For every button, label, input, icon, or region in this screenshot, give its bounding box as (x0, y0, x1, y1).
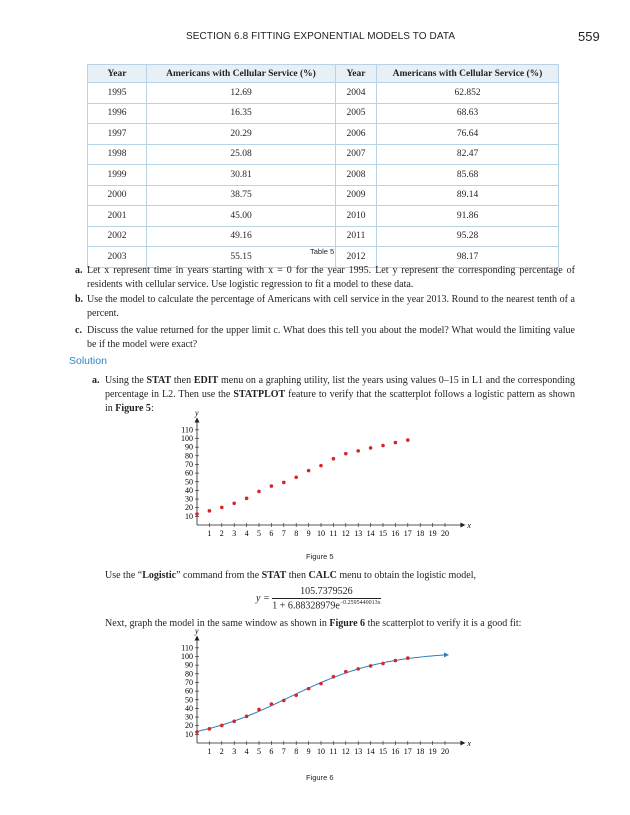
table-cell: 2011 (336, 226, 377, 247)
x-tick-label: 19 (428, 529, 437, 538)
x-tick-label: 2 (219, 747, 224, 756)
col-header: Year (336, 65, 377, 83)
x-tick-label: 7 (281, 529, 286, 538)
data-point (232, 720, 236, 724)
x-tick-label: 9 (306, 529, 311, 538)
table-cell: 38.75 (147, 185, 336, 206)
data-point (257, 708, 261, 712)
data-point (257, 490, 261, 494)
y-tick-label: 70 (185, 677, 193, 687)
data-point (195, 730, 199, 734)
x-tick-label: 5 (257, 529, 261, 538)
next-paragraph: Next, graph the model in the same window as shown in Figure 6 the scatterplot to verify it is a good fit: (105, 618, 522, 629)
y-tick-label: 60 (185, 686, 193, 696)
x-tick-label: 6 (269, 529, 274, 538)
figure-6-caption: Figure 6 (306, 773, 334, 782)
col-header: Americans with Cellular Service (%) (377, 65, 559, 83)
data-point (245, 715, 249, 719)
x-tick-label: 6 (269, 747, 274, 756)
table-row (88, 226, 559, 247)
data-point (245, 497, 249, 501)
x-tick-label: 7 (281, 747, 286, 756)
formula-lhs: y = (256, 592, 270, 604)
question-c: c. Discuss the value returned for the upper limit c. What does this tell you about the model? What would the limiting value be if the model were exact? (75, 325, 575, 350)
table-row (88, 206, 559, 227)
solution-heading: Solution (69, 355, 107, 367)
y-tick-label: 100 (181, 434, 193, 443)
x-tick-label: 1 (207, 529, 212, 538)
x-tick-label: 13 (354, 747, 363, 756)
data-point (208, 727, 212, 731)
y-tick-label: 70 (185, 459, 193, 469)
x-tick-label: 3 (232, 529, 237, 538)
data-point (270, 484, 274, 488)
table-cell: 62.852 (377, 83, 559, 104)
section-title: FITTING EXPONENTIAL MODELS TO DATA (251, 31, 456, 42)
x-tick-label: 12 (341, 529, 350, 538)
y-tick-label: 110 (181, 643, 193, 653)
table-cell: 91.86 (377, 206, 559, 227)
logistic-paragraph: Use the “Logistic” command from the STAT then CALC menu to obtain the logistic model, (105, 570, 476, 581)
y-tick-label: 30 (185, 494, 193, 504)
table-cell: 82.47 (377, 144, 559, 165)
formula-fraction (272, 586, 380, 611)
data-point (270, 702, 274, 706)
data-point (282, 699, 286, 703)
x-axis-arrow (460, 523, 465, 528)
table-cell: 2005 (336, 103, 377, 124)
data-point (220, 724, 224, 728)
question-b: b. Use the model to calculate the percentage of Americans with cell service in the year 2013. Round to the nearest tenth of a percent. (75, 294, 575, 319)
x-tick-label: 19 (428, 747, 437, 756)
table-cell: 45.00 (147, 206, 336, 227)
curve-arrow (444, 652, 449, 657)
data-point (381, 444, 385, 448)
table-cell: 2003 (88, 247, 147, 268)
data-point (232, 502, 236, 506)
y-tick-label: 100 (181, 652, 193, 661)
data-point (381, 662, 385, 666)
table-cell: 2000 (88, 185, 147, 206)
data-point (307, 469, 311, 473)
y-tick-label: 10 (185, 511, 193, 521)
data-point (195, 512, 199, 516)
table-header-row (88, 65, 559, 83)
x-axis-label: x (467, 739, 471, 748)
x-tick-label: 17 (403, 529, 412, 538)
x-tick-label: 14 (366, 747, 375, 756)
figure-6-scatterplot (170, 626, 471, 786)
table-cell: 16.35 (147, 103, 336, 124)
x-tick-label: 1 (207, 747, 212, 756)
y-tick-label: 40 (185, 703, 193, 713)
table-cell: 1998 (88, 144, 147, 165)
table-cell: 2012 (336, 247, 377, 268)
data-point (369, 664, 373, 668)
data-point (369, 446, 373, 450)
data-point (406, 438, 410, 442)
y-tick-label: 80 (185, 669, 193, 679)
table-cell: 2009 (336, 185, 377, 206)
data-point (282, 481, 286, 485)
table-cell: 20.29 (147, 124, 336, 145)
running-header (186, 31, 455, 42)
x-tick-label: 18 (416, 747, 425, 756)
table-cell: 25.08 (147, 144, 336, 165)
x-tick-label: 4 (244, 529, 249, 538)
x-tick-label: 17 (403, 747, 412, 756)
table-row (88, 124, 559, 145)
x-tick-label: 14 (366, 529, 375, 538)
y-tick-label: 80 (185, 451, 193, 461)
logistic-formula (256, 586, 381, 611)
solution-a-text: a. Using the STAT then EDIT menu on a graphing utility, list the years using values 0–15 in L1 and the corresponding percentage in L2. Then use the STATPLOT feature to verify that the scatterplot follows a logistic pattern as shown in Figure 5: (92, 375, 576, 414)
table-cell: 12.69 (147, 83, 336, 104)
table-cell: 2004 (336, 83, 377, 104)
y-tick-label: 90 (185, 442, 193, 452)
x-tick-label: 15 (379, 747, 387, 756)
x-tick-label: 18 (416, 529, 425, 538)
table-cell: 1999 (88, 165, 147, 186)
x-tick-label: 3 (232, 747, 237, 756)
y-axis-arrow (195, 636, 200, 641)
y-tick-label: 110 (181, 425, 193, 435)
x-tick-label: 10 (317, 747, 325, 756)
table-cell: 98.17 (377, 247, 559, 268)
table-row (88, 144, 559, 165)
figure-5-scatterplot (170, 408, 471, 568)
table-cell: 30.81 (147, 165, 336, 186)
figure-5-caption: Figure 5 (306, 552, 334, 561)
data-point (344, 452, 348, 456)
data-point (294, 475, 298, 479)
y-tick-label: 50 (185, 695, 193, 705)
table-row (88, 103, 559, 124)
x-tick-label: 4 (244, 747, 249, 756)
x-tick-label: 10 (317, 529, 325, 538)
cellular-data-table (87, 64, 559, 268)
data-point (319, 682, 323, 686)
formula-denominator: $1 + 6.88328979e^{-0.2595440013x}$ (272, 600, 381, 612)
table-cell: 2007 (336, 144, 377, 165)
x-tick-label: 9 (306, 747, 311, 756)
table-cell: 89.14 (377, 185, 559, 206)
table-cell: 55.15 (147, 247, 336, 268)
x-axis-label: x (467, 521, 471, 530)
x-axis-arrow (460, 741, 465, 746)
table-cell: 2010 (336, 206, 377, 227)
x-tick-label: 8 (294, 747, 299, 756)
data-point (394, 441, 398, 445)
data-point (406, 656, 410, 660)
table-cell: 1995 (88, 83, 147, 104)
x-tick-label: 8 (294, 529, 299, 538)
table-row (88, 83, 559, 104)
page-number: 559 (578, 29, 600, 44)
y-tick-label: 10 (185, 729, 193, 739)
table-cell: 2002 (88, 226, 147, 247)
x-tick-label: 2 (219, 529, 224, 538)
x-tick-label: 11 (329, 529, 338, 538)
y-tick-label: 60 (185, 468, 193, 478)
table-cell: 76.64 (377, 124, 559, 145)
x-tick-label: 20 (441, 529, 449, 538)
question-text: Use the model to calculate the percentage of Americans with cell service in the year 2013. Round to the nearest tenth of a percent. (87, 294, 575, 319)
y-tick-label: 50 (185, 477, 193, 487)
table-row (88, 185, 559, 206)
data-point (344, 670, 348, 674)
data-point (220, 506, 224, 510)
data-point (394, 659, 398, 663)
data-point (332, 457, 336, 461)
table-cell: 2001 (88, 206, 147, 227)
question-text: Discuss the value returned for the upper limit c. What does this tell you about the model? What would the limiting value be if the model were exact? (87, 325, 575, 350)
section-label: SECTION 6.8 (186, 31, 249, 42)
data-point (319, 464, 323, 468)
y-axis-arrow (195, 418, 200, 423)
table-cell: 2008 (336, 165, 377, 186)
data-point (356, 667, 360, 671)
data-point (356, 449, 360, 453)
table-row (88, 165, 559, 186)
y-axis-label: y (195, 626, 199, 636)
question-a: a. Let x represent time in years starting with x = 0 for the year 1995. Let y represent the corresponding percentage of residents with cellular service. Use logistic regression to fit a model to these data. (75, 265, 575, 290)
formula-numerator: 105.7379526 (272, 586, 380, 599)
table-cell: 2006 (336, 124, 377, 145)
x-tick-label: 15 (379, 529, 387, 538)
data-point (294, 693, 298, 697)
col-header: Americans with Cellular Service (%) (147, 65, 336, 83)
table-cell: 1997 (88, 124, 147, 145)
y-tick-label: 30 (185, 712, 193, 722)
table-caption: Table 5 (310, 247, 335, 256)
x-tick-label: 11 (329, 747, 338, 756)
table-cell: 95.28 (377, 226, 559, 247)
x-tick-label: 13 (354, 529, 363, 538)
y-tick-label: 40 (185, 485, 193, 495)
table-cell: 68.63 (377, 103, 559, 124)
data-point (332, 675, 336, 679)
x-tick-label: 16 (391, 529, 400, 538)
question-text: Let x represent time in years starting with x = 0 for the year 1995. Let y represent the corresponding percentage of residents with cellular service. Use logistic regression to fit a model to these data. (87, 265, 575, 290)
data-point (307, 687, 311, 691)
table-cell: 85.68 (377, 165, 559, 186)
x-tick-label: 16 (391, 747, 400, 756)
table-cell: 49.16 (147, 226, 336, 247)
data-point (208, 509, 212, 513)
y-tick-label: 20 (185, 503, 193, 513)
y-tick-label: 20 (185, 721, 193, 731)
y-tick-label: 90 (185, 660, 193, 670)
y-axis-label: y (195, 408, 199, 418)
col-header: Year (88, 65, 147, 83)
x-tick-label: 12 (341, 747, 350, 756)
table-cell: 1996 (88, 103, 147, 124)
x-tick-label: 5 (257, 747, 261, 756)
x-tick-label: 20 (441, 747, 449, 756)
